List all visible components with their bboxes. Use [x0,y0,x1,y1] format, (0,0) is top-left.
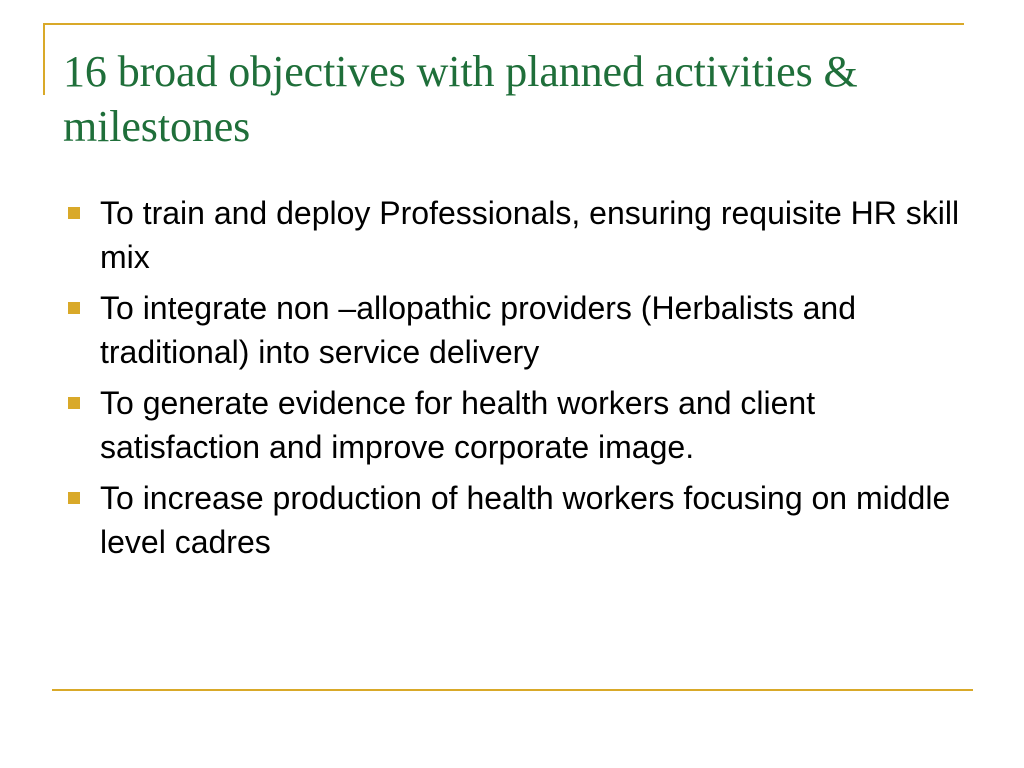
square-bullet-icon [68,492,80,504]
bottom-frame-rule [52,689,973,691]
bullet-item-train-deploy [68,191,968,279]
square-bullet-icon [68,207,80,219]
square-bullet-icon [68,397,80,409]
bullet-text: To train and deploy Professionals, ensuring requisite HR skill mix [100,195,960,275]
bullet-item-integrate-providers [68,286,968,374]
slide-title: 16 broad objectives with planned activities & milestones [63,47,858,151]
bullet-text: To generate evidence for health workers and client satisfaction and improve corporate image. [100,385,816,465]
bullet-list [68,191,968,571]
top-frame-rule [43,23,964,25]
bullet-text: To increase production of health workers focusing on middle level cadres [100,480,951,560]
bullet-item-increase-production [68,476,968,564]
bullet-item-generate-evidence [68,381,968,469]
square-bullet-icon [68,302,80,314]
bullet-text: To integrate non –allopathic providers (Herbalists and traditional) into service delivery [100,290,856,370]
left-frame-rule [43,23,45,95]
